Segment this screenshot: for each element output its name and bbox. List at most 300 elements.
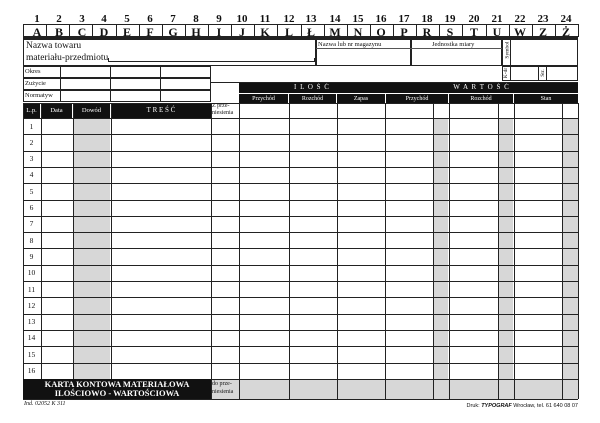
table-cell[interactable] [498,167,514,183]
table-cell[interactable] [562,118,578,134]
table-cell[interactable] [498,232,514,248]
table-cell[interactable] [337,363,385,379]
table-cell[interactable] [498,330,514,346]
column-letter: W [514,25,526,39]
table-cell[interactable] [498,151,514,167]
table-cell[interactable] [498,134,514,150]
table-cell[interactable] [562,134,578,150]
column-letter: S [446,25,454,39]
table-cell[interactable] [337,216,385,232]
table-cell[interactable] [41,314,73,330]
table-cell[interactable] [289,346,337,362]
column-head-divider [555,24,556,37]
table-cell[interactable] [41,265,73,281]
table-cell[interactable] [337,134,385,150]
table-cell[interactable] [111,118,211,134]
table-cell[interactable] [385,232,433,248]
row-number: 7 [29,219,34,229]
period-row[interactable] [23,66,211,78]
table-cell[interactable] [73,281,111,297]
table-cell[interactable] [562,363,578,379]
table-cell[interactable] [433,200,449,216]
table-cell[interactable] [433,265,449,281]
row-number: 13 [27,317,36,327]
table-cell[interactable] [239,151,289,167]
carry-header-bottom: niesienia [212,110,234,116]
carry-footer-bottom: niesienia [212,389,234,395]
str-label: Str. [539,69,546,77]
table-cell[interactable] [498,363,514,379]
table-cell[interactable] [514,281,562,297]
table-cell[interactable] [41,118,73,134]
table-cell[interactable] [41,248,73,264]
table-cell[interactable] [41,200,73,216]
table-cell[interactable] [498,281,514,297]
table-cell[interactable] [498,200,514,216]
table-cell[interactable] [449,134,498,150]
table-cell[interactable] [449,297,498,313]
table-cell[interactable] [514,232,562,248]
table-cell[interactable] [433,118,449,134]
table-cell[interactable] [337,232,385,248]
table-cell[interactable] [562,281,578,297]
column-head-divider [578,24,579,37]
column-letter: M [329,25,341,39]
table-cell[interactable] [111,232,211,248]
table-cell[interactable] [514,314,562,330]
table-cell[interactable] [449,314,498,330]
table-cell[interactable] [514,265,562,281]
table-cell[interactable] [41,151,73,167]
column-head-divider [277,24,278,37]
period-divider-1 [60,66,61,102]
table-cell[interactable] [239,314,289,330]
row-number: 2 [29,137,34,147]
content-header: T R E Ś Ć [111,103,211,118]
table-cell[interactable] [514,297,562,313]
column-head-divider [370,24,371,37]
table-cell[interactable] [289,167,337,183]
table-cell[interactable] [211,297,239,313]
table-cell[interactable] [514,330,562,346]
table-cell[interactable] [562,297,578,313]
table-cell[interactable] [433,330,449,346]
table-cell[interactable] [385,134,433,150]
table-cell[interactable] [514,200,562,216]
column-number: 11 [259,13,271,25]
table-cell[interactable] [433,134,449,150]
quantity-header: I L O Ś Ć [239,82,385,93]
column-head-divider [347,24,348,37]
table-cell[interactable] [498,314,514,330]
column-number: 17 [398,13,410,25]
table-cell[interactable] [41,183,73,199]
column-letter: Ż [561,25,571,39]
table-cell[interactable] [289,330,337,346]
table-cell[interactable] [337,248,385,264]
column-number: 4 [101,13,107,25]
table-cell[interactable] [498,118,514,134]
table-cell[interactable] [562,248,578,264]
table-cell[interactable] [211,167,239,183]
table-cell[interactable] [449,346,498,362]
column-number: 12 [283,13,295,25]
table-cell[interactable] [111,167,211,183]
table-cell[interactable] [73,232,111,248]
column-head-divider [162,24,163,37]
item-name-label-2: materiału-przedmiotu [26,53,109,63]
table-cell[interactable] [498,248,514,264]
table-cell[interactable] [562,346,578,362]
table-cell[interactable] [449,232,498,248]
column-number: 9 [216,13,222,25]
table-cell[interactable] [433,281,449,297]
form-title [23,379,211,399]
table-cell[interactable] [385,167,433,183]
qty-stock-header: Zapas [337,94,385,104]
table-cell[interactable] [433,232,449,248]
table-cell[interactable] [562,330,578,346]
table-cell[interactable] [73,118,111,134]
table-cell[interactable] [73,200,111,216]
table-cell[interactable] [41,281,73,297]
table-cell[interactable] [385,216,433,232]
table-cell[interactable] [289,297,337,313]
column-number: 8 [193,13,199,25]
table-cell[interactable] [289,363,337,379]
form-code: Ind. 02052 K 311 [24,401,66,407]
table-cell[interactable] [73,346,111,362]
table-cell[interactable] [337,314,385,330]
table-cell[interactable] [385,265,433,281]
table-cell[interactable] [385,183,433,199]
table-cell[interactable] [211,232,239,248]
column-number: 24 [560,13,572,25]
table-cell[interactable] [289,216,337,232]
table-cell[interactable] [239,183,289,199]
table-cell[interactable] [562,151,578,167]
table-cell[interactable] [239,297,289,313]
table-cell[interactable] [433,363,449,379]
doc-header: Dowód [73,103,110,118]
table-cell[interactable] [73,314,111,330]
table-cell[interactable] [498,183,514,199]
table-cell[interactable] [433,216,449,232]
column-head-divider [509,24,510,37]
val-stock-header: Stan [514,94,578,104]
column-letter: E [122,25,132,39]
table-cell[interactable] [239,200,289,216]
column-number: 19 [444,13,456,25]
table-cell[interactable] [514,216,562,232]
period-divider-2 [110,66,111,102]
table-cell[interactable] [498,265,514,281]
table-cell[interactable] [337,281,385,297]
column-number: 15 [352,13,364,25]
table-cell[interactable] [449,183,498,199]
table-cell[interactable] [385,297,433,313]
shaded-footer-cell [385,379,578,399]
table-cell[interactable] [337,183,385,199]
table-cell[interactable] [562,167,578,183]
table-cell[interactable] [211,134,239,150]
table-cell[interactable] [289,200,337,216]
column-head-divider [92,24,93,37]
table-cell[interactable] [385,346,433,362]
unit-label: Jednostka miary [432,41,475,48]
column-letter: P [400,25,408,39]
table-cell[interactable] [211,248,239,264]
table-cell[interactable] [337,265,385,281]
column-number: 21 [491,13,503,25]
column-head-divider [393,24,394,37]
table-cell[interactable] [211,216,239,232]
table-cell[interactable] [514,346,562,362]
table-cell[interactable] [111,200,211,216]
row-number: 5 [29,186,34,196]
table-cell[interactable] [239,232,289,248]
table-cell[interactable] [111,248,211,264]
table-cell[interactable] [337,151,385,167]
column-number: 14 [329,13,341,25]
warehouse-label: Nazwa lub nr magazynu [318,41,382,48]
table-cell[interactable] [239,248,289,264]
table-cell[interactable] [385,281,433,297]
column-letter: J [239,25,245,39]
table-cell[interactable] [449,248,498,264]
table-cell[interactable] [111,134,211,150]
table-cell[interactable] [211,151,239,167]
table-cell[interactable] [239,265,289,281]
table-cell[interactable] [449,330,498,346]
column-number: 22 [514,13,526,25]
column-number: 2 [56,13,62,25]
table-cell[interactable] [289,248,337,264]
table-cell[interactable] [111,281,211,297]
table-cell[interactable] [211,363,239,379]
table-cell[interactable] [433,248,449,264]
table-cell[interactable] [498,216,514,232]
table-cell[interactable] [73,216,111,232]
column-letter: L [284,25,294,39]
table-cell[interactable] [211,183,239,199]
table-cell[interactable] [111,183,211,199]
table-cell[interactable] [337,346,385,362]
table-cell[interactable] [41,297,73,313]
column-head-divider [185,24,186,37]
symbol-box[interactable] [502,39,578,66]
table-top-rule [211,82,578,83]
column-head-divider [486,24,487,37]
table-cell[interactable] [514,134,562,150]
column-letter: N [353,25,363,39]
table-cell[interactable] [498,297,514,313]
table-cell[interactable] [41,216,73,232]
table-cell[interactable] [433,151,449,167]
table-cell[interactable] [111,314,211,330]
table-cell[interactable] [337,297,385,313]
table-cell[interactable] [337,330,385,346]
table-cell[interactable] [562,314,578,330]
table-cell[interactable] [385,118,433,134]
table-cell[interactable] [111,330,211,346]
value-header: W A R T O Ś Ć [385,82,578,93]
table-cell[interactable] [211,281,239,297]
column-head-divider [69,24,70,37]
table-cell[interactable] [498,346,514,362]
table-cell[interactable] [433,314,449,330]
table-cell[interactable] [562,216,578,232]
table-cell[interactable] [289,183,337,199]
table-cell[interactable] [239,118,289,134]
table-cell[interactable] [449,216,498,232]
table-cell[interactable] [73,183,111,199]
row-number: 16 [27,366,36,375]
column-head-divider [231,24,232,37]
table-cell[interactable] [239,346,289,362]
table-cell[interactable] [385,200,433,216]
table-cell[interactable] [337,118,385,134]
table-cell[interactable] [449,363,498,379]
date-header: Data [41,103,72,118]
table-cell[interactable] [385,330,433,346]
table-cell[interactable] [211,330,239,346]
header-row-rule [23,103,578,104]
table-cell[interactable] [514,183,562,199]
column-number: 3 [79,13,85,25]
table-cell[interactable] [111,363,211,379]
table-cell[interactable] [41,363,73,379]
table-cell[interactable] [239,330,289,346]
table-cell[interactable] [289,314,337,330]
column-letter: B [54,25,64,39]
val-in-header: Przychód [386,94,448,104]
table-cell[interactable] [289,151,337,167]
table-cell[interactable] [73,151,111,167]
table-cell[interactable] [41,134,73,150]
table-cell[interactable] [111,346,211,362]
table-cell[interactable] [337,200,385,216]
qty-out-header: Rozchód [289,94,336,104]
table-cell[interactable] [239,216,289,232]
table-cell[interactable] [449,281,498,297]
table-cell[interactable] [449,118,498,134]
table-cell[interactable] [385,151,433,167]
table-cell[interactable] [514,118,562,134]
table-cell[interactable] [239,281,289,297]
printer-info [467,403,578,409]
table-cell[interactable] [211,346,239,362]
table-cell[interactable] [289,232,337,248]
column-letter: D [99,25,109,39]
table-cell[interactable] [337,167,385,183]
column-head-divider [254,24,255,37]
table-cell[interactable] [289,118,337,134]
table-cell[interactable] [433,297,449,313]
column-head-divider [439,24,440,37]
table-cell[interactable] [239,134,289,150]
table-cell[interactable] [73,363,111,379]
row-number: 8 [29,235,34,245]
shaded-footer-cell [239,379,385,399]
table-cell[interactable] [111,297,211,313]
table-cell[interactable] [73,265,111,281]
table-cell[interactable] [449,167,498,183]
table-cell[interactable] [514,363,562,379]
table-cell[interactable] [385,248,433,264]
table-cell[interactable] [385,314,433,330]
table-cell[interactable] [433,346,449,362]
table-cell[interactable] [73,330,111,346]
table-cell[interactable] [562,232,578,248]
table-cell[interactable] [385,363,433,379]
column-head-divider [324,24,325,37]
table-cell[interactable] [73,297,111,313]
table-cell[interactable] [433,183,449,199]
table-cell[interactable] [433,167,449,183]
table-cell[interactable] [211,118,239,134]
usage-row[interactable] [23,78,211,90]
table-cell[interactable] [111,216,211,232]
printer-suffix: Wrocław, tel. 61 640 08 07 [511,403,578,409]
column-head-divider [23,24,24,37]
table-cell[interactable] [211,314,239,330]
column-letter: O [376,25,386,39]
column-head-divider [462,24,463,37]
table-cell[interactable] [41,232,73,248]
table-cell[interactable] [211,200,239,216]
str-divider-2 [546,66,547,81]
table-cell[interactable] [449,151,498,167]
table-cell[interactable] [41,167,73,183]
unit-rule [411,48,502,49]
table-cell[interactable] [449,200,498,216]
table-cell[interactable] [289,134,337,150]
table-cell[interactable] [111,151,211,167]
row-number: 3 [29,154,34,164]
table-cell[interactable] [562,183,578,199]
table-cell[interactable] [73,134,111,150]
column-letter: I [216,25,222,39]
table-cell[interactable] [562,265,578,281]
table-cell[interactable] [289,281,337,297]
column-head-divider [46,24,47,37]
table-cell[interactable] [111,265,211,281]
kdr-divider [510,66,511,81]
column-number: 23 [537,13,549,25]
table-cell[interactable] [41,330,73,346]
table-cell[interactable] [289,265,337,281]
symbol-label: Symbol [504,41,511,59]
period-divider-3 [160,66,161,102]
table-cell[interactable] [514,248,562,264]
symbol-divider [510,39,511,66]
table-cell[interactable] [514,151,562,167]
row-number: 9 [29,251,34,261]
table-cell[interactable] [514,167,562,183]
table-cell[interactable] [239,363,289,379]
table-cell[interactable] [73,248,111,264]
column-head-divider [532,24,533,37]
table-cell[interactable] [449,265,498,281]
column-letter: G [168,25,178,39]
table-cell[interactable] [73,167,111,183]
table-cell[interactable] [41,346,73,362]
table-cell[interactable] [239,167,289,183]
table-cell[interactable] [562,200,578,216]
column-head-divider [301,24,302,37]
table-cell[interactable] [211,265,239,281]
